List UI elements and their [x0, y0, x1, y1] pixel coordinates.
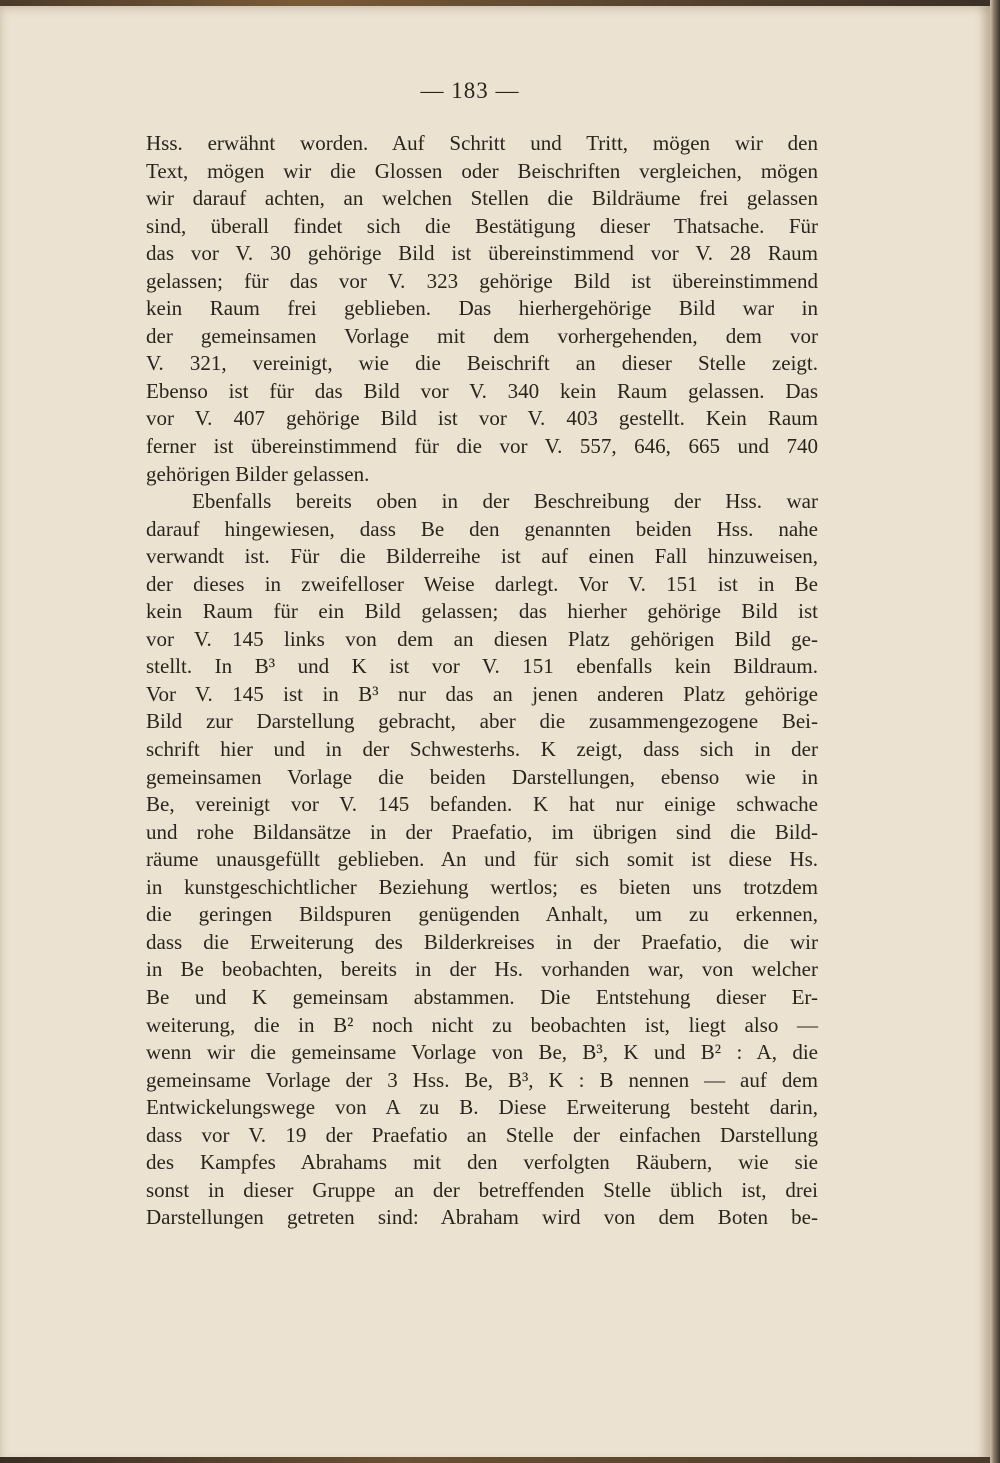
text-line: gemeinsame Vorlage der 3 Hss. Be, B³, K : B nennen — auf dem — [146, 1067, 818, 1092]
text-line: dass vor V. 19 der Praefatio an Stelle der einfachen Darstellung — [146, 1122, 818, 1147]
text-line: in kunstgeschichtlicher Beziehung wertlos; es bieten uns trotzdem — [146, 874, 818, 899]
text-line: Be, vereinigt vor V. 145 befanden. K hat nur einige schwache — [146, 792, 818, 817]
text-line: Be und K gemeinsam abstammen. Die Entstehung dieser Er- — [146, 984, 818, 1009]
text-line: Ebenso ist für das Bild vor V. 340 kein Raum gelassen. Das — [146, 378, 818, 403]
text-line: sind, überall findet sich die Bestätigung dieser Thatsache. Für — [146, 213, 818, 238]
text-line: wir darauf achten, an welchen Stellen die Bildräume frei gelassen — [146, 186, 818, 211]
text-line: gemeinsamen Vorlage die beiden Darstellungen, ebenso wie in — [146, 764, 818, 789]
text-line: wenn wir die gemeinsame Vorlage von Be, B³, K und B² : A, die — [146, 1040, 818, 1065]
text-line: die geringen Bildspuren genügenden Anhalt, um zu erkennen, — [146, 902, 818, 927]
page-number: — 183 — — [420, 78, 520, 103]
text-line: stellt. In B³ und K ist vor V. 151 ebenfalls kein Bildraum. — [146, 654, 818, 679]
text-line: Darstellungen getreten sind: Abraham wird von dem Boten be- — [146, 1205, 818, 1230]
text-line: verwandt ist. Für die Bilderreihe ist auf einen Fall hinzuweisen, — [146, 544, 818, 569]
text-line: kein Raum frei geblieben. Das hierhergehörige Bild war in — [146, 296, 818, 321]
text-line: dass die Erweiterung des Bilderkreises in der Praefatio, die wir — [146, 929, 818, 954]
text-line: kein Raum für ein Bild gelassen; das hierher gehörige Bild ist — [146, 599, 818, 624]
text-line: Hss. erwähnt worden. Auf Schritt und Tritt, mögen wir den — [146, 131, 818, 155]
text-line: sonst in dieser Gruppe an der betreffenden Stelle üblich ist, drei — [146, 1177, 818, 1202]
text-line: V. 321, vereinigt, wie die Beischrift an dieser Stelle zeigt. — [146, 351, 818, 376]
text-line: und rohe Bildansätze in der Praefatio, im übrigen sind die Bild- — [146, 819, 818, 844]
text-line: Ebenfalls bereits oben in der Beschreibung der Hss. war — [192, 489, 818, 514]
text-line: vor V. 145 links von dem an diesen Platz gehörigen Bild ge- — [146, 626, 818, 651]
text-line: Vor V. 145 ist in B³ nur das an jenen anderen Platz gehörige — [146, 681, 818, 706]
book-spine-edge — [990, 0, 1000, 1463]
text-line: schrift hier und in der Schwesterhs. K zeigt, dass sich in der — [146, 737, 818, 762]
text-line: Text, mögen wir die Glossen oder Beischriften vergleichen, mögen — [146, 158, 818, 183]
text-line: weiterung, die in B² noch nicht zu beobachten ist, liegt also — — [146, 1012, 818, 1037]
body-text — [146, 130, 818, 1232]
text-line: vor V. 407 gehörige Bild ist vor V. 403 gestellt. Kein Raum — [146, 406, 818, 431]
text-line: das vor V. 30 gehörige Bild ist übereinstimmend vor V. 28 Raum — [146, 241, 818, 266]
text-line: darauf hingewiesen, dass Be den genannten beiden Hss. nahe — [146, 516, 818, 541]
text-line: Bild zur Darstellung gebracht, aber die zusammengezogene Bei- — [146, 709, 818, 734]
text-line: in Be beobachten, bereits in der Hs. vorhanden war, von welcher — [146, 957, 818, 982]
text-line: der gemeinsamen Vorlage mit dem vorhergehenden, dem vor — [146, 323, 818, 348]
text-line: der dieses in zweifelloser Weise darlegt. Vor V. 151 ist in Be — [146, 571, 818, 596]
text-line: des Kampfes Abrahams mit den verfolgten Räubern, wie sie — [146, 1150, 818, 1175]
text-line: räume unausgefüllt geblieben. An und für sich somit ist diese Hs. — [146, 847, 818, 872]
text-line: gehörigen Bilder gelassen. — [146, 461, 370, 486]
text-line: Entwickelungswege von A zu B. Diese Erweiterung besteht darin, — [146, 1095, 818, 1120]
text-line: gelassen; für das vor V. 323 gehörige Bild ist übereinstimmend — [146, 268, 818, 293]
text-line: ferner ist übereinstimmend für die vor V. 557, 646, 665 und 740 — [146, 434, 818, 459]
book-top-edge — [0, 0, 1000, 6]
book-bottom-edge — [0, 1457, 1000, 1463]
